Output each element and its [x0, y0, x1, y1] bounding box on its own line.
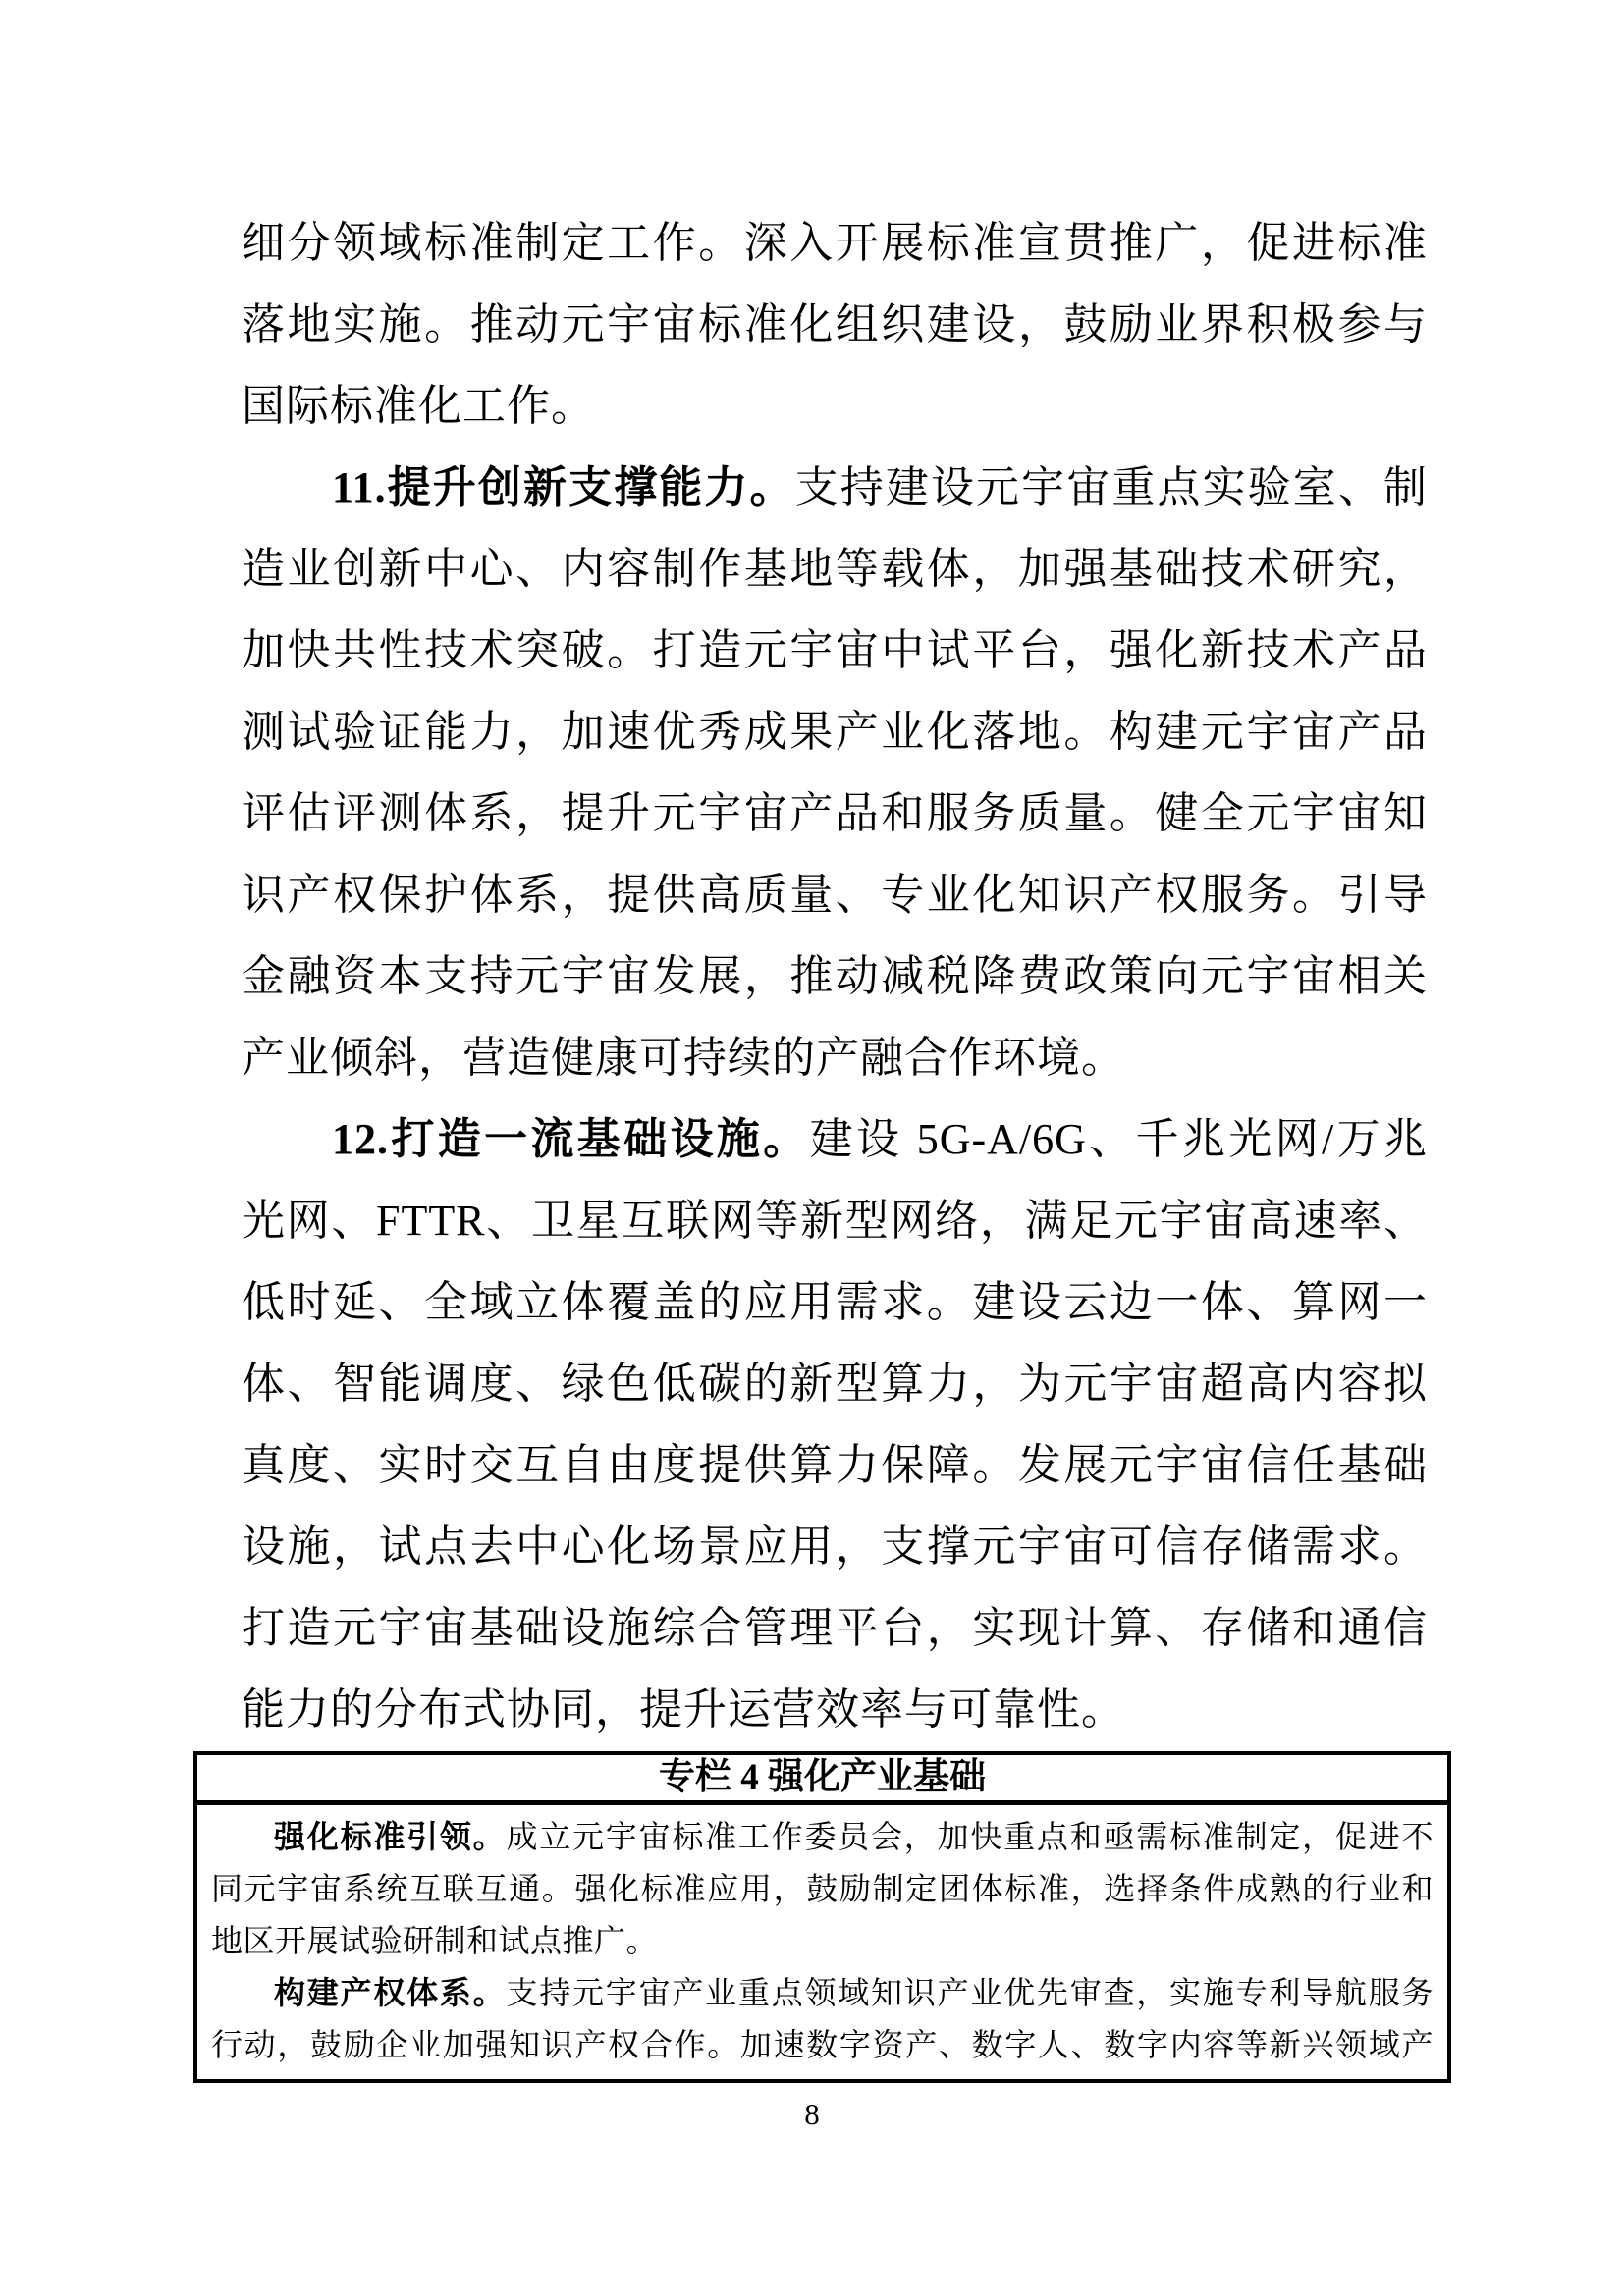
text-line: 识产权保护体系，提供高质量、专业化知识产权服务。引导	[242, 871, 1428, 919]
heading-run: 强化标准引领。	[274, 1819, 507, 1854]
main-text-block	[242, 202, 1428, 1750]
text-line: 评估评测体系，提升元宇宙产品和服务质量。健全元宇宙知	[242, 789, 1428, 837]
text-line: 落地实施。推动元宇宙标准化组织建设，鼓励业界积极参与	[242, 300, 1428, 348]
text-line: 打造元宇宙基础设施综合管理平台，实现计算、存储和通信	[242, 1604, 1428, 1652]
text-line: 测试验证能力，加速优秀成果产业化落地。构建元宇宙产品	[242, 708, 1428, 756]
body-run: 成立元宇宙标准工作委员会，加快重点和亟需标准制定，促进不	[506, 1819, 1434, 1854]
text-line: 真度、实时交互自由度提供算力保障。发展元宇宙信任基础	[242, 1441, 1428, 1489]
heading-run: 12.打造一流基础设施。	[332, 1115, 810, 1163]
text-line: 能力的分布式协同，提升运营效率与可靠性。	[242, 1685, 1125, 1734]
text-line: 造业创新中心、内容制作基地等载体，加强基础技术研究，	[242, 545, 1428, 593]
text-line: 加快共性技术突破。打造元宇宙中试平台，强化新技术产品	[242, 626, 1428, 674]
column-box-title: 专栏 4 强化产业基础	[197, 1755, 1447, 1805]
page-number: 8	[804, 2097, 820, 2131]
paragraph-12-heading-line	[242, 1098, 1428, 1180]
body-run: 支持元宇宙产业重点领域知识产业优先审查，实施专利导航服务	[506, 1975, 1434, 2010]
heading-run: 构建产权体系。	[274, 1975, 507, 2010]
body-run: 支持建设元宇宙重点实验室、制	[794, 463, 1428, 511]
box-text-line: 地区开展试验研制和试点推广。	[211, 1923, 659, 1958]
text-line: 光网、FTTR、卫星互联网等新型网络，满足元宇宙高速率、	[242, 1197, 1428, 1245]
text-line: 细分领域标准制定工作。深入开展标准宣贯推广，促进标准	[242, 219, 1428, 267]
box-text-line: 同元宇宙系统互联互通。强化标准应用，鼓励制定团体标准，选择条件成熟的行业和	[211, 1871, 1434, 1906]
text-line: 体、智能调度、绿色低碳的新型算力，为元宇宙超高内容拟	[242, 1360, 1428, 1408]
heading-run: 11.提升创新支撑能力。	[332, 463, 795, 511]
box-text-line: 行动，鼓励企业加强知识产权合作。加速数字资产、数字人、数字内容等新兴领域产	[211, 2027, 1434, 2062]
body-run: 建设 5G-A/6G、千兆光网/万兆	[809, 1115, 1428, 1163]
column-box-body	[197, 1805, 1447, 2079]
paragraph-11-heading-line	[242, 447, 1428, 528]
text-line: 产业倾斜，营造健康可持续的产融合作环境。	[242, 1034, 1125, 1082]
text-line: 设施，试点去中心化场景应用，支撑元宇宙可信存储需求。	[242, 1522, 1428, 1571]
box-text-line	[211, 1967, 1434, 2019]
text-line: 金融资本支持元宇宙发展，推动减税降费政策向元宇宙相关	[242, 952, 1428, 1000]
box-text-line	[211, 1811, 1434, 1863]
column-box-4	[193, 1751, 1451, 2083]
text-line: 低时延、全域立体覆盖的应用需求。建设云边一体、算网一	[242, 1278, 1428, 1326]
text-line: 国际标准化工作。	[242, 382, 595, 430]
